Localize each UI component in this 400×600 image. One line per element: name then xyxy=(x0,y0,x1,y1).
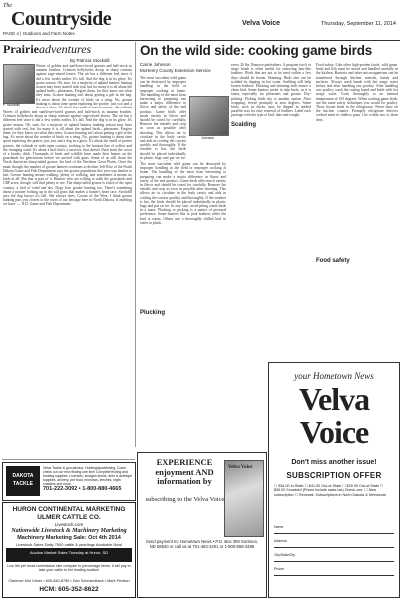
ad-experience-subscribe xyxy=(137,452,267,598)
left-article-title xyxy=(3,42,91,57)
huron-auction-bar: Auction Market Sales Tuesday at Huron, SD xyxy=(6,548,132,562)
huron-website: Livestock.com xyxy=(54,522,84,527)
dakota-ad-phone: 701-222-3092 • 1-800-880-4665 xyxy=(43,486,122,492)
field-line-phone[interactable] xyxy=(274,575,394,576)
right-body-col3: Food safety: Like other high-protein foods, wild game, birds and fish must be stored and handled carefully in the kitchen. Bacteria and other microorganisms can be transferred through kitchen utensils, hands and surfaces. Always wash hands with hot soapy water before and after handling raw poultry. After handling raw poultry, wash the cutting board and knife with hot soapy water. Cook thoroughly to an internal temperature of 165 degrees. When cooking game birds, use the same safety techniques you would for poultry. Thaw frozen birds in the refrigerator. Never thaw on the kitchen counter. Promptly refrigerate leftover cooked meat in shallow pans. Use within two to three days. xyxy=(316,63,398,122)
logo-line2: TACKLE xyxy=(13,481,33,487)
masthead xyxy=(0,0,400,41)
experience-sub: subscribing to the Velva Voice xyxy=(145,496,225,503)
author-photo-left xyxy=(3,64,35,104)
column-divider xyxy=(135,42,136,447)
subhead-scalding: Scalding xyxy=(231,122,257,128)
subhead-food-safety: Food safety xyxy=(316,258,350,264)
huron-contacts: Clarence Kim Ulmer • 605-840-8789 • Dan Schmiedback • Mark Preston xyxy=(8,579,130,583)
section-title: Countryside xyxy=(11,8,112,30)
left-title-main: Prairie xyxy=(3,42,39,56)
right-byline-org: McHenry County Extension Service xyxy=(140,68,211,73)
logo-line1: DAKOTA xyxy=(12,473,34,479)
publication-date: Thursday, September 11, 2014 xyxy=(320,21,396,27)
field-label-city: City/State/Zip xyxy=(274,553,296,557)
field-line-address[interactable] xyxy=(274,547,394,548)
paper-name: Velva Voice xyxy=(241,20,280,27)
subhead-plucking: Plucking xyxy=(140,310,166,316)
right-body-col2: every 20 lbs. Remove pinfeathers. A propane torch or singe brush is often useful for removing hair-like feathers. Birds that are not to be used within a few days should be frozen. Skinning: Birds also can be scalded by dipping in hot water. Scalding will help loosen feathers. Plucking and skinning both ensure a clean bird. Some hunters prefer to skin birds, as it is faster, especially for pheasants and grouse. Dry-picking: Picking birds dry is another option. After wrapping, freeze promptly at zero degrees. Some birds, such as ducks, may be dipped in melted paraffin wax for easy removal of feathers. Label each package with the type of bird, date and weight. xyxy=(231,63,311,118)
magazine-cover-label: Velva Voice xyxy=(228,465,253,470)
field-line-city[interactable] xyxy=(274,561,394,562)
experience-address: Send payment to: Hometown News • P.O. Box 309 Garrison, ND 58540 or call us at 701-463-2201 or 1-800-658-3485 xyxy=(145,539,259,550)
left-title-italic: adventures xyxy=(38,42,92,56)
left-byline: By Patricia Stockdill xyxy=(70,58,110,63)
left-bottom-rule xyxy=(2,459,135,460)
right-body-col1-top: The most succulent wild game can be destroyed by improper handling in the field or improper cooking at home. The handling of the meat from harvesting to preparing can make a major difference in flavor and safety of the end product. Game birds offer much variety in flavor and should be cared for carefully. Remove the entrails and crop as soon as possible after shooting. This allows air to circulate in the body cavity and aids in cooling the carcass quickly and thoroughly. If the weather is hot, the birds should be placed individually in plastic bags and put on ice. xyxy=(140,76,186,160)
huron-commission: Low 5th per head commission rate compare to percentage items. It will pay to take your cattle to the leading auction! xyxy=(7,564,131,573)
field-label-phone: Phone xyxy=(274,567,285,571)
huron-phone: HCM: 605-352-8622 xyxy=(39,586,99,593)
huron-subtitle: ULMER CATTLE CO. xyxy=(37,514,101,521)
left-article-body-top: Waves of golden and sunflower-faced grasses and half-stock as autumn brushes. Crimson hollyhocks droop in sharp contrast against sage-rinsed leaves. The air has a different feel since it did a few weeks earlier. It's fall. And the dog is in its glory. It's goose season. Oh, sure, for a majority of upland hunters hunting season may have started with teal, but for many it is all about the upland birds—pheasants. Forgive them, for they know not what they miss. Grouse hunting isn't about getting a gift in the bag. It's more about the wonder of birds on a wing. No, grouse hunting is about time spent exploring the prairie, just you and a xyxy=(36,64,132,106)
page-line: PAGE 4 | Outdoors and Farm Notes xyxy=(3,31,75,36)
field-label-name: Name xyxy=(274,525,284,529)
ad-dakota-tackle xyxy=(2,462,136,501)
velva-name-line2: Voice xyxy=(299,414,369,450)
experience-headline: EXPERIENCE enjoyment AND information by xyxy=(155,457,214,486)
right-photo-caption: Johnson xyxy=(201,136,215,140)
author-photo-right xyxy=(189,96,229,136)
huron-tagline: Nationwide Livestock & Machinery Marketing xyxy=(11,528,127,534)
huron-daily-sales: Livestock Sales Daily 7500 cattle & yearlings Available Now! xyxy=(15,542,123,547)
ad-huron-continental xyxy=(2,502,136,598)
huron-title: HURON CONTINENTAL MARKETING xyxy=(12,506,126,513)
velva-intro: your Hometown News xyxy=(294,371,374,381)
field-line-name[interactable] xyxy=(274,533,394,534)
right-article-title: On the wild side: cooking game birds xyxy=(140,43,373,58)
velva-subscription-title: SUBSCRIPTION OFFER xyxy=(286,471,382,480)
field-label-address: Address xyxy=(274,539,287,543)
velva-name-line1: Velva xyxy=(298,381,370,417)
left-article-body: Waves of golden and sunflower-faced grasses and half-stock as autumn brushes. Crimson hollyhocks droop in sharp contrast against sage-rinsed leaves. The air has a different feel since it did a few weeks earlier. It's fall. And the dog is in its glory. It's goose season. Oh, sure, for a majority of upland hunters hunting season may have started with teal, but for many it is all about the upland birds—pheasants. Forgive them, for they know not what they miss. Grouse hunting isn't about getting a gift in the bag. It's more about the wonder of birds on a wing. No, grouse hunting is about time spent exploring the prairie, just you and a dog in a glory. It's about the smell of prairie grasses, the solitude of wide open country, working to the horizon line of yellow and the changing wind. It's about a bird that's a survivor, that doesn't flush from the cover of a brushy ditch. Thousands of birds and wildlife have made their homes on the grasslands for generations before we arrived with guns. Some of us still chase the North American sharp-tailed grouse, the bird of the Northern Great Plains. Once the main, though, the number of grouse hunters continues to decline. Jeff Rice of the North Dakota Game and Fish Department says the grouse population this year was similar to last. Grouse hunting means walking, plenty of walking, and sometimes it means no birds at all. But that is part of it. Hunters who are willing to walk the grasslands and CRP acres, though, will find plenty to see. The sharp-tailed grouse is a bird of the open country, a bird of wind and sky. Dogs love grouse hunting too. There's something about a pointer locking up in the tall grass that makes a hunter's heart race. Stockdill says the dog knows it's fall. She always does. Grouse of the West: I think grouse hunting puts you closest to the roots of our heritage here in North Dakota, if anything we have. — N.D. Game and Fish Department. xyxy=(3,110,132,207)
velva-options: ☐ $34.00 In-State ☐ $41.00 Out-of-State ☐ $39.00 Out-of-State ☐ $36.00 Snowbird (Prices include sales tax) Check one: ☐ New subscription ☐ Renewal. Subscriptions in North Dakota & Minnesota xyxy=(274,484,386,497)
velva-tagline: Don't miss another issue! xyxy=(291,459,377,466)
right-byline: Carrie Johnson xyxy=(140,62,171,67)
dakota-tackle-logo xyxy=(6,466,40,496)
huron-sale-date: Machinery Marketing Sale: Oct 4th 2014 xyxy=(17,535,121,541)
right-body-col1: The most succulent wild game can be destroyed by improper handling in the field or improper cooking at home. The handling of the meat from harvesting to preparing can make a major difference in flavor and safety of the end product. Game birds offer much variety in flavor and should be cared for carefully. Remove the entrails and crop as soon as possible after shooting. This allows air to circulate in the body cavity and aids in cooling the carcass quickly and thoroughly. If the weather is hot, the birds should be placed individually in plastic bags and put on ice. In any case, avoid piling warm birds in a mass. Plucking or picking is a matter of personal preference. Some hunters like to pick feathers while the bird is warm. Others use a thoroughly chilled bird in water to pluck. xyxy=(140,162,226,225)
section-prefix: The xyxy=(3,3,12,9)
left-photo-caption: P. Stockdill xyxy=(3,103,20,107)
magazine-cover-image xyxy=(224,460,264,537)
dakota-ad-text: Velva Tackle & gun advisor. Hunting/sportfishing. Come check out our new fishing lure line! Complete fishing and hunting supplies. Licenses, shotgun shells, deer & antelope supplies, archery, pet food, minnows, leeches, night crawlers and more. xyxy=(43,466,133,486)
ad-velva-voice-subscription xyxy=(268,362,400,598)
